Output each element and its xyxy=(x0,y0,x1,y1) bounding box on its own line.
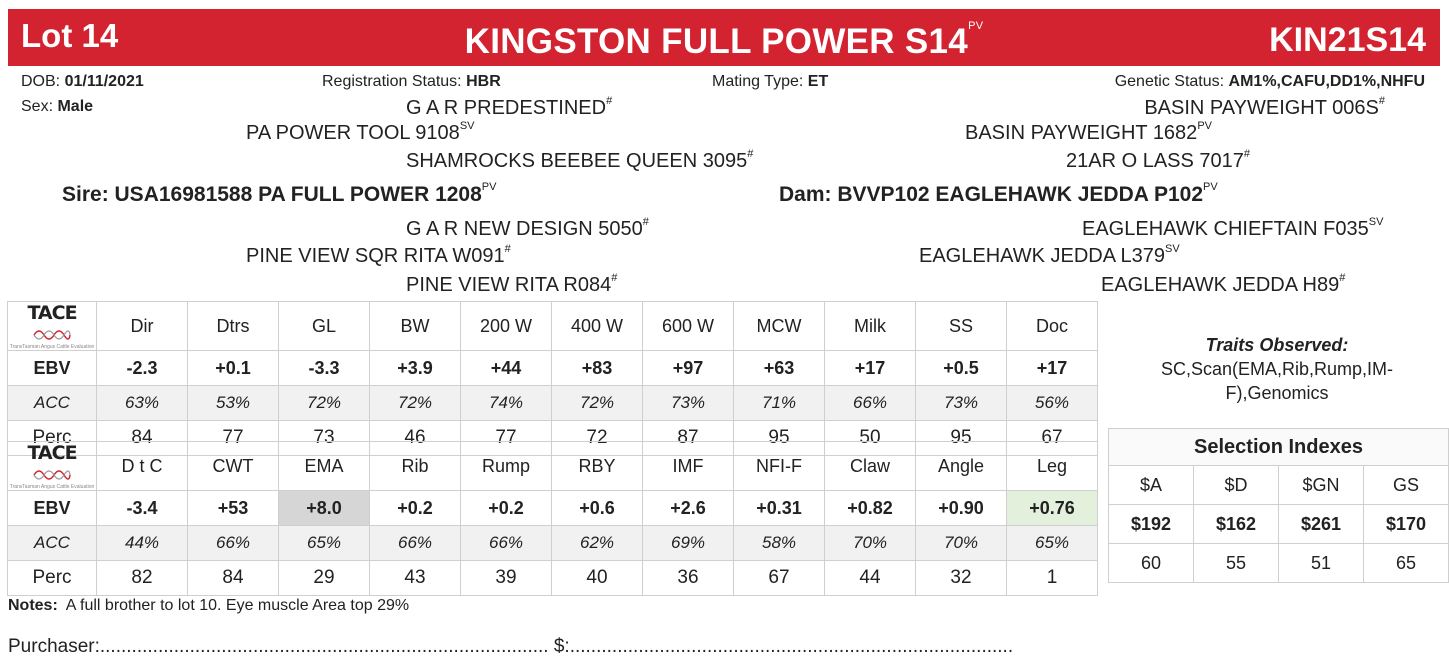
acc-cell: 62% xyxy=(552,526,643,561)
acc-cell: 73% xyxy=(643,386,734,421)
row-label: ACC xyxy=(8,386,97,421)
perc-cell: 67 xyxy=(734,561,825,596)
acc-cell: 72% xyxy=(370,386,461,421)
selection-indexes-title: Selection Indexes xyxy=(1109,429,1449,466)
col-header: IMF xyxy=(643,442,734,491)
index-perc: 51 xyxy=(1279,544,1364,583)
col-header: MCW xyxy=(734,302,825,351)
perc-cell: 36 xyxy=(643,561,734,596)
ebv-row xyxy=(8,351,1098,386)
ebv-cell: -2.3 xyxy=(97,351,188,386)
row-label: Perc xyxy=(8,421,97,456)
perc-cell: 82 xyxy=(97,561,188,596)
sire: Sire: USA16981588 PA FULL POWER $1208^{PV}$ xyxy=(62,181,497,206)
acc-cell: 73% xyxy=(916,386,1007,421)
acc-cell: 74% xyxy=(461,386,552,421)
acc-cell: 72% xyxy=(279,386,370,421)
ebv-cell: +53 xyxy=(188,491,279,526)
index-value: $162 xyxy=(1194,505,1279,544)
lot-number: Lot 14 xyxy=(21,17,119,54)
registration-status: Registration Status: HBR xyxy=(322,73,501,90)
dam-sire-sire: BASIN PAYWEIGHT 006S# xyxy=(1144,95,1385,119)
dam-sire: BASIN PAYWEIGHT $1682^{PV}$ xyxy=(965,120,1212,144)
notes-text: A full brother to lot 10. Eye muscle Area top 29% xyxy=(65,597,410,614)
ebv-table-header-row xyxy=(8,302,1098,351)
index-value: $170 xyxy=(1364,505,1449,544)
col-header: Angle xyxy=(916,442,1007,491)
perc-cell: 77 xyxy=(188,421,279,456)
col-header: SS xyxy=(916,302,1007,351)
acc-cell: 71% xyxy=(734,386,825,421)
dam-dam: EAGLEHAWK JEDDA $L379^{SV}$ xyxy=(919,243,1180,267)
index-value: $261 xyxy=(1279,505,1364,544)
acc-cell: 66% xyxy=(370,526,461,561)
ebv-row xyxy=(8,491,1098,526)
acc-cell: 66% xyxy=(461,526,552,561)
dam-dam-sire: EAGLEHAWK CHIEFTAIN $F035^{SV}$ xyxy=(1082,216,1384,240)
perc-cell: 72 xyxy=(552,421,643,456)
col-header: $A xyxy=(1109,466,1194,505)
acc-cell: 56% xyxy=(1007,386,1098,421)
sire-sire-sire: G A R PREDESTINED# xyxy=(406,95,613,119)
selection-header-row xyxy=(1109,466,1449,505)
ebv-cell: +0.5 xyxy=(916,351,1007,386)
col-header: Claw xyxy=(825,442,916,491)
sire-dam-sire: G A R NEW DESIGN 5050# xyxy=(406,216,649,240)
acc-cell: 70% xyxy=(916,526,1007,561)
index-value: $192 xyxy=(1109,505,1194,544)
perc-cell: 32 xyxy=(916,561,1007,596)
genetic-status: Genetic Status: AM1%,CAFU,DD1%,NHFU xyxy=(1114,73,1425,90)
acc-cell: 72% xyxy=(552,386,643,421)
ebv-cell-highlighted: +8.0 xyxy=(279,491,370,526)
perc-cell: 95 xyxy=(916,421,1007,456)
ebv-cell: +44 xyxy=(461,351,552,386)
col-header: GL xyxy=(279,302,370,351)
dam-dam-dam: EAGLEHAWK JEDDA H89# xyxy=(1101,272,1346,296)
traits-observed xyxy=(1112,333,1442,405)
traits-text: SC,Scan(EMA,Rib,Rump,IM-F),Genomics xyxy=(1160,359,1394,403)
ebv-cell: +0.1 xyxy=(188,351,279,386)
perc-cell: 67 xyxy=(1007,421,1098,456)
col-header: $D xyxy=(1194,466,1279,505)
ebv-cell: +2.6 xyxy=(643,491,734,526)
acc-cell: 63% xyxy=(97,386,188,421)
perc-cell: 29 xyxy=(279,561,370,596)
ebv-table-header-row xyxy=(8,442,1098,491)
ebv-cell: +0.82 xyxy=(825,491,916,526)
acc-cell: 44% xyxy=(97,526,188,561)
ebv-cell: +17 xyxy=(825,351,916,386)
acc-cell: 66% xyxy=(188,526,279,561)
animal-name: KINGSTON FULL POWER $S14^{PV}$ xyxy=(464,20,984,61)
acc-cell: 65% xyxy=(1007,526,1098,561)
sire-sire: PA POWER TOOL $9108^{SV}$ xyxy=(246,120,475,144)
perc-cell: 87 xyxy=(643,421,734,456)
sire-dam: PINE VIEW SQR RITA W091# xyxy=(246,243,511,267)
selection-value-row xyxy=(1109,505,1449,544)
col-header: Rib xyxy=(370,442,461,491)
perc-cell: 84 xyxy=(188,561,279,596)
perc-cell: 39 xyxy=(461,561,552,596)
acc-cell: 66% xyxy=(825,386,916,421)
perc-cell: 40 xyxy=(552,561,643,596)
row-label: EBV xyxy=(8,351,97,386)
sire-dam-dam: PINE VIEW RITA R084# xyxy=(406,272,618,296)
ebv-cell-highlighted: +0.76 xyxy=(1007,491,1098,526)
index-perc: 55 xyxy=(1194,544,1279,583)
selection-indexes-table xyxy=(1108,428,1449,583)
col-header: Doc xyxy=(1007,302,1098,351)
acc-cell: 65% xyxy=(279,526,370,561)
col-header: EMA xyxy=(279,442,370,491)
ebv-cell: -3.4 xyxy=(97,491,188,526)
ebv-table-carcase xyxy=(7,441,1098,596)
ebv-cell: +17 xyxy=(1007,351,1098,386)
purchaser-line[interactable]: Purchaser:..................................................................................... $:.................................................................................... xyxy=(8,636,1014,657)
perc-cell: 44 xyxy=(825,561,916,596)
perc-cell: 46 xyxy=(370,421,461,456)
perc-cell: 50 xyxy=(825,421,916,456)
ebv-cell: +0.2 xyxy=(461,491,552,526)
mating-type: Mating Type: ET xyxy=(712,73,829,90)
col-header: GS xyxy=(1364,466,1449,505)
row-label: EBV xyxy=(8,491,97,526)
tace-logo: TACE TransTasman Angus Cattle Evaluation xyxy=(8,302,97,351)
ebv-cell: +83 xyxy=(552,351,643,386)
col-header: 400 W xyxy=(552,302,643,351)
tace-logo: TACE TransTasman Angus Cattle Evaluation xyxy=(8,442,97,491)
acc-cell: 70% xyxy=(825,526,916,561)
row-label: Perc xyxy=(8,561,97,596)
notes-label: Notes: xyxy=(8,597,58,614)
animal-code: KIN21S14 xyxy=(1269,21,1426,59)
col-header: Dir xyxy=(97,302,188,351)
ebv-cell: +0.2 xyxy=(370,491,461,526)
index-perc: 60 xyxy=(1109,544,1194,583)
col-header: 600 W xyxy=(643,302,734,351)
row-label: ACC xyxy=(8,526,97,561)
col-header: 200 W xyxy=(461,302,552,351)
ebv-cell: +0.90 xyxy=(916,491,1007,526)
perc-cell: 43 xyxy=(370,561,461,596)
col-header: Rump xyxy=(461,442,552,491)
traits-title: Traits Observed: xyxy=(1205,335,1349,355)
perc-cell: 73 xyxy=(279,421,370,456)
ebv-cell: +97 xyxy=(643,351,734,386)
ebv-cell: -3.3 xyxy=(279,351,370,386)
dam: Dam: BVVP102 EAGLEHAWK JEDDA $P102^{PV}$ xyxy=(779,181,1218,206)
col-header: NFI-F xyxy=(734,442,825,491)
col-header: CWT xyxy=(188,442,279,491)
acc-cell: 58% xyxy=(734,526,825,561)
perc-cell: 77 xyxy=(461,421,552,456)
perc-row xyxy=(8,561,1098,596)
dam-sire-dam: 21AR O LASS 7017# xyxy=(1066,148,1251,172)
acc-row xyxy=(8,386,1098,421)
selection-perc-row xyxy=(1109,544,1449,583)
col-header: Milk xyxy=(825,302,916,351)
ebv-cell: +0.6 xyxy=(552,491,643,526)
col-header: D t C xyxy=(97,442,188,491)
sire-sire-dam: SHAMROCKS BEEBEE QUEEN 3095# xyxy=(406,148,754,172)
ebv-cell: +3.9 xyxy=(370,351,461,386)
perc-cell: 1 xyxy=(1007,561,1098,596)
col-header: $GN xyxy=(1279,466,1364,505)
acc-row xyxy=(8,526,1098,561)
acc-cell: 69% xyxy=(643,526,734,561)
index-perc: 65 xyxy=(1364,544,1449,583)
sex: Sex: Male xyxy=(21,98,94,115)
dob: DOB: 01/11/2021 xyxy=(21,73,144,90)
ebv-cell: +63 xyxy=(734,351,825,386)
perc-cell: 95 xyxy=(734,421,825,456)
col-header: BW xyxy=(370,302,461,351)
acc-cell: 53% xyxy=(188,386,279,421)
notes xyxy=(8,597,409,615)
ebv-cell: +0.31 xyxy=(734,491,825,526)
ebv-table-growth xyxy=(7,301,1098,456)
perc-cell: 84 xyxy=(97,421,188,456)
col-header: RBY xyxy=(552,442,643,491)
col-header: Leg xyxy=(1007,442,1098,491)
col-header: Dtrs xyxy=(188,302,279,351)
lot-header-banner xyxy=(8,9,1440,66)
